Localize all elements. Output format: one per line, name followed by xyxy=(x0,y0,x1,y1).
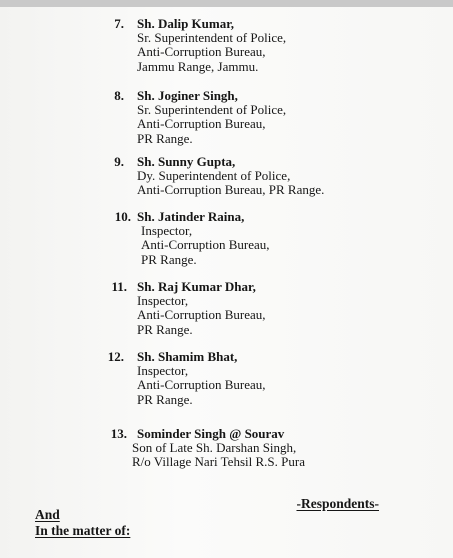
entry-lines xyxy=(137,17,437,74)
entry-lines xyxy=(137,280,437,337)
respondent-range: Jammu Range, Jammu. xyxy=(137,58,259,74)
entry-lines xyxy=(137,155,437,198)
respondent-name: Sh. Raj Kumar Dhar, xyxy=(137,279,256,294)
respondent-address: R/o Village Nari Tehsil R.S. Pura xyxy=(132,454,305,470)
entry-number: 9. xyxy=(114,154,124,169)
respondent-designation: Inspector, xyxy=(137,293,189,309)
respondent-parentage: Son of Late Sh. Darshan Singh, xyxy=(132,440,297,456)
respondent-name: Sh. Shamim Bhat, xyxy=(137,349,238,364)
and-label: And xyxy=(35,507,60,522)
respondent-designation: Inspector, xyxy=(137,363,189,379)
respondent-designation: Sr. Superintendent of Police, xyxy=(137,102,287,118)
respondent-bureau: Anti-Corruption Bureau, PR Range. xyxy=(137,182,325,198)
respondent-bureau: Anti-Corruption Bureau, xyxy=(137,44,266,60)
entry-lines xyxy=(132,427,432,470)
respondent-bureau: Anti-Corruption Bureau, xyxy=(137,307,266,323)
entry-lines xyxy=(137,210,437,267)
entry-number: 8. xyxy=(114,88,124,103)
respondent-range: PR Range. xyxy=(141,251,197,267)
respondent-name: Sh. Dalip Kumar, xyxy=(137,16,235,31)
matter-heading: In the matter of: xyxy=(35,523,131,538)
respondent-designation: Sr. Superintendent of Police, xyxy=(137,30,287,46)
entry-number: 10. xyxy=(114,209,131,224)
respondent-range: PR Range. xyxy=(137,321,193,337)
entry-number: 13. xyxy=(110,426,127,441)
entry-number: 7. xyxy=(114,16,124,31)
respondent-bureau: Anti-Corruption Bureau, xyxy=(137,116,266,132)
top-bar xyxy=(0,0,453,7)
respondent-bureau: Anti-Corruption Bureau, xyxy=(141,237,270,253)
respondent-name: Sh. Joginer Singh, xyxy=(137,88,238,103)
respondents-label: -Respondents- xyxy=(296,496,379,511)
respondent-designation: Inspector, xyxy=(141,223,193,239)
respondent-name: Sominder Singh @ Sourav xyxy=(137,426,285,441)
respondent-name: Sh. Jatinder Raina, xyxy=(137,209,245,224)
entry-lines xyxy=(137,89,437,146)
respondent-designation: Dy. Superintendent of Police, xyxy=(137,168,291,184)
entry-number: 11. xyxy=(111,279,127,294)
respondent-range: PR Range. xyxy=(137,130,193,146)
entry-number: 12. xyxy=(107,349,124,364)
entry-lines xyxy=(137,350,437,407)
respondent-name: Sh. Sunny Gupta, xyxy=(137,154,236,169)
respondent-range: PR Range. xyxy=(137,391,193,407)
respondent-bureau: Anti-Corruption Bureau, xyxy=(137,377,266,393)
